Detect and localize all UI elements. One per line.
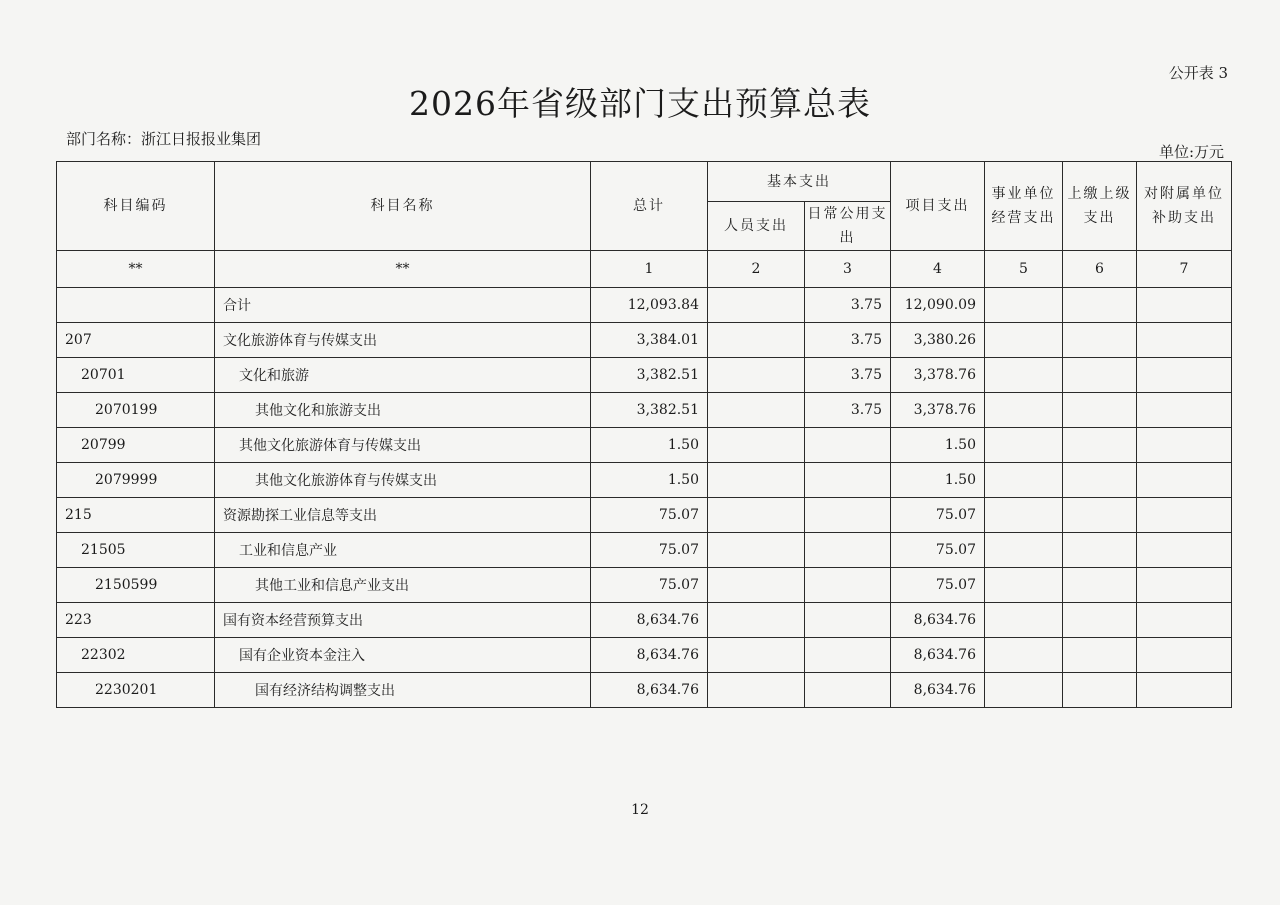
cell-name: 国有资本经营预算支出	[215, 603, 591, 638]
cell-project: 1.50	[891, 428, 985, 463]
table-row	[57, 568, 1232, 603]
cell-personnel	[708, 568, 805, 603]
cell-upper	[1063, 288, 1137, 323]
cell-project: 3,378.76	[891, 393, 985, 428]
cell-total: 8,634.76	[591, 603, 708, 638]
cell-code: 215	[57, 498, 215, 533]
cell-project: 8,634.76	[891, 673, 985, 708]
cell-name: 文化旅游体育与传媒支出	[215, 323, 591, 358]
cell-project: 3,378.76	[891, 358, 985, 393]
cell-code: 20701	[57, 358, 215, 393]
table-row	[57, 638, 1232, 673]
cell-code: 20799	[57, 428, 215, 463]
cell-subsidiary	[1137, 393, 1232, 428]
index-cell: **	[215, 251, 591, 288]
cell-name: 其他文化和旅游支出	[215, 393, 591, 428]
header-personnel: 人员支出	[708, 202, 805, 251]
cell-personnel	[708, 603, 805, 638]
budget-table	[56, 161, 1232, 708]
page-title: 2026年省级部门支出预算总表	[409, 84, 871, 123]
header-basic: 基本支出	[708, 162, 891, 202]
header-public: 日常公用支出	[805, 202, 891, 251]
cell-business	[985, 498, 1063, 533]
cell-total: 1.50	[591, 428, 708, 463]
cell-public	[805, 568, 891, 603]
cell-code: 2150599	[57, 568, 215, 603]
cell-personnel	[708, 428, 805, 463]
table-row	[57, 533, 1232, 568]
cell-upper	[1063, 673, 1137, 708]
cell-subsidiary	[1137, 463, 1232, 498]
cell-upper	[1063, 323, 1137, 358]
cell-subsidiary	[1137, 288, 1232, 323]
cell-business	[985, 428, 1063, 463]
cell-name: 国有经济结构调整支出	[215, 673, 591, 708]
cell-total: 3,384.01	[591, 323, 708, 358]
cell-subsidiary	[1137, 673, 1232, 708]
cell-project: 75.07	[891, 533, 985, 568]
cell-code: 223	[57, 603, 215, 638]
cell-public	[805, 603, 891, 638]
cell-public	[805, 533, 891, 568]
cell-public: 3.75	[805, 358, 891, 393]
cell-public	[805, 428, 891, 463]
cell-business	[985, 393, 1063, 428]
cell-name: 其他文化旅游体育与传媒支出	[215, 463, 591, 498]
cell-name: 合计	[215, 288, 591, 323]
cell-public	[805, 463, 891, 498]
cell-upper	[1063, 533, 1137, 568]
cell-code: 2079999	[57, 463, 215, 498]
cell-code: 21505	[57, 533, 215, 568]
table-row	[57, 428, 1232, 463]
cell-subsidiary	[1137, 428, 1232, 463]
cell-total: 75.07	[591, 568, 708, 603]
cell-upper	[1063, 603, 1137, 638]
header-subsidiary: 对附属单位补助支出	[1137, 162, 1232, 251]
page-number: 12	[631, 802, 649, 818]
cell-public	[805, 638, 891, 673]
cell-total: 3,382.51	[591, 358, 708, 393]
cell-project: 8,634.76	[891, 638, 985, 673]
cell-personnel	[708, 393, 805, 428]
cell-name: 其他工业和信息产业支出	[215, 568, 591, 603]
cell-subsidiary	[1137, 498, 1232, 533]
table-row	[57, 358, 1232, 393]
cell-code: 2070199	[57, 393, 215, 428]
index-cell: 3	[805, 251, 891, 288]
cell-subsidiary	[1137, 568, 1232, 603]
index-cell: **	[57, 251, 215, 288]
cell-personnel	[708, 533, 805, 568]
cell-upper	[1063, 638, 1137, 673]
cell-total: 75.07	[591, 498, 708, 533]
cell-code: 207	[57, 323, 215, 358]
cell-upper	[1063, 393, 1137, 428]
unit-label: 单位:万元	[1158, 143, 1224, 161]
cell-name: 文化和旅游	[215, 358, 591, 393]
table-row	[57, 603, 1232, 638]
cell-public	[805, 673, 891, 708]
header-upper: 上缴上级支出	[1063, 162, 1137, 251]
cell-subsidiary	[1137, 603, 1232, 638]
table-row	[57, 673, 1232, 708]
cell-business	[985, 673, 1063, 708]
cell-personnel	[708, 358, 805, 393]
cell-personnel	[708, 638, 805, 673]
cell-project: 3,380.26	[891, 323, 985, 358]
index-cell: 6	[1063, 251, 1137, 288]
index-cell: 2	[708, 251, 805, 288]
cell-subsidiary	[1137, 533, 1232, 568]
table-row	[57, 323, 1232, 358]
department-name: 部门名称：浙江日报报业集团	[66, 130, 262, 148]
header-business: 事业单位经营支出	[985, 162, 1063, 251]
cell-total: 75.07	[591, 533, 708, 568]
cell-name: 国有企业资本金注入	[215, 638, 591, 673]
cell-name: 工业和信息产业	[215, 533, 591, 568]
cell-public: 3.75	[805, 323, 891, 358]
cell-business	[985, 463, 1063, 498]
cell-name: 资源勘探工业信息等支出	[215, 498, 591, 533]
cell-upper	[1063, 568, 1137, 603]
cell-name: 其他文化旅游体育与传媒支出	[215, 428, 591, 463]
cell-project: 1.50	[891, 463, 985, 498]
cell-subsidiary	[1137, 323, 1232, 358]
cell-subsidiary	[1137, 638, 1232, 673]
header-project: 项目支出	[891, 162, 985, 251]
cell-business	[985, 638, 1063, 673]
cell-total: 12,093.84	[591, 288, 708, 323]
cell-business	[985, 288, 1063, 323]
cell-public	[805, 498, 891, 533]
cell-personnel	[708, 673, 805, 708]
cell-upper	[1063, 463, 1137, 498]
cell-subsidiary	[1137, 358, 1232, 393]
index-row	[57, 251, 1232, 288]
cell-code	[57, 288, 215, 323]
cell-personnel	[708, 498, 805, 533]
table-row	[57, 288, 1232, 323]
cell-total: 1.50	[591, 463, 708, 498]
table-row	[57, 393, 1232, 428]
header-name: 科目名称	[215, 162, 591, 251]
cell-personnel	[708, 288, 805, 323]
table-tag: 公开表 3	[1168, 64, 1228, 82]
cell-project: 75.07	[891, 568, 985, 603]
index-cell: 4	[891, 251, 985, 288]
cell-public: 3.75	[805, 288, 891, 323]
table-row	[57, 498, 1232, 533]
cell-project: 12,090.09	[891, 288, 985, 323]
cell-upper	[1063, 358, 1137, 393]
cell-public: 3.75	[805, 393, 891, 428]
cell-business	[985, 533, 1063, 568]
cell-total: 8,634.76	[591, 638, 708, 673]
cell-project: 75.07	[891, 498, 985, 533]
cell-business	[985, 568, 1063, 603]
cell-personnel	[708, 463, 805, 498]
index-cell: 5	[985, 251, 1063, 288]
cell-business	[985, 358, 1063, 393]
cell-upper	[1063, 498, 1137, 533]
table-row	[57, 463, 1232, 498]
index-cell: 7	[1137, 251, 1232, 288]
cell-upper	[1063, 428, 1137, 463]
cell-project: 8,634.76	[891, 603, 985, 638]
cell-code: 22302	[57, 638, 215, 673]
cell-business	[985, 603, 1063, 638]
header-total: 总计	[591, 162, 708, 251]
cell-code: 2230201	[57, 673, 215, 708]
cell-total: 8,634.76	[591, 673, 708, 708]
cell-business	[985, 323, 1063, 358]
index-cell: 1	[591, 251, 708, 288]
header-code: 科目编码	[57, 162, 215, 251]
cell-personnel	[708, 323, 805, 358]
cell-total: 3,382.51	[591, 393, 708, 428]
